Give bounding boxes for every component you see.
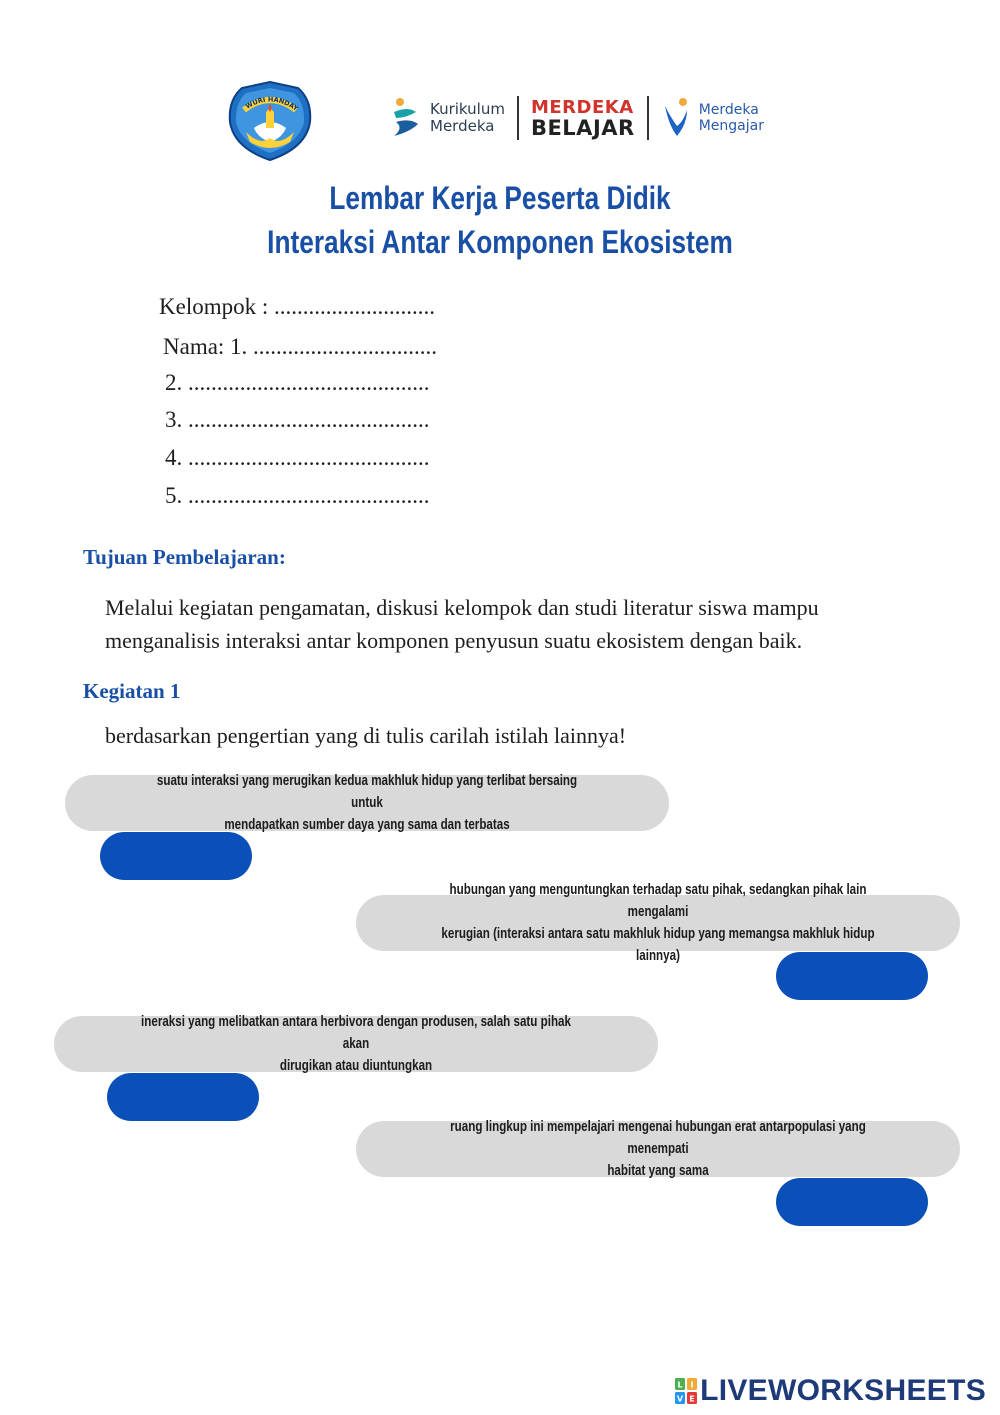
page-title: Lembar Kerja Peserta Didik	[329, 180, 671, 216]
partner-logos	[390, 92, 764, 144]
answer-input-2[interactable]	[776, 952, 928, 1000]
question-4-line-1: ruang lingkup ini mempelajari mengenai hubungan erat antarpopulasi yang menempati	[450, 1118, 866, 1157]
logo-divider	[647, 96, 649, 140]
badge-letter-e: E	[689, 1394, 695, 1404]
question-bubble-4	[356, 1118, 960, 1179]
merdeka-mengajar-line1: Merdeka	[698, 102, 759, 118]
question-bubble-1	[65, 772, 669, 833]
question-1-line-2: mendapatkan sumber daya yang sama dan terbatas	[224, 816, 510, 833]
kegiatan-heading: Kegiatan 1	[83, 679, 181, 703]
badge-letter-l: L	[677, 1380, 683, 1390]
kurikulum-merdeka-logo	[390, 96, 505, 140]
merdeka-mengajar-logo	[661, 96, 764, 140]
liveworksheets-logo[interactable]	[675, 1374, 986, 1408]
liveworksheets-brand: LIVEWORKSHEETS	[700, 1374, 986, 1407]
kegiatan-instruction: berdasarkan pengertian yang di tulis carilah istilah lainnya!	[105, 723, 627, 748]
tujuan-heading: Tujuan Pembelajaran:	[83, 545, 286, 569]
tujuan-paragraph	[105, 591, 985, 657]
question-2-line-1: hubungan yang menguntungkan terhadap satu pihak, sedangkan pihak lain mengalami	[449, 881, 867, 920]
question-1-line-1: suatu interaksi yang merugikan kedua makhluk hidup yang terlibat bersaing untuk	[156, 772, 578, 811]
tujuan-line-1: Melalui kegiatan pengamatan, diskusi kelompok dan studi literatur siswa mampu	[105, 595, 819, 620]
question-2-line-2: kerugian (interaksi antara satu makhluk hidup yang memangsa makhluk hidup lainnya)	[441, 925, 875, 964]
nama-field-1: Nama: 1. ................................	[163, 334, 438, 359]
tujuan-line-2: menganalisis interaksi antar komponen penyusun suatu ekosistem dengan baik.	[105, 628, 803, 653]
merdeka-belajar-line1: MERDEKA	[530, 97, 634, 118]
badge-letter-i: I	[690, 1380, 694, 1390]
liveworksheets-badge-icon	[675, 1378, 697, 1404]
question-bubble-3	[54, 1013, 658, 1074]
merdeka-belajar-logo	[531, 98, 635, 138]
merdeka-belajar-line2: BELAJAR	[530, 116, 635, 140]
question-bubble-2	[356, 881, 960, 964]
answer-input-3[interactable]	[107, 1073, 259, 1121]
question-4-line-2: habitat yang sama	[607, 1162, 709, 1179]
answer-input-4[interactable]	[776, 1178, 928, 1226]
kelompok-field: Kelompok : ............................	[159, 294, 435, 319]
kurikulum-merdeka-icon	[390, 96, 422, 140]
logo-divider	[517, 96, 519, 140]
nama-field-3: 3. ..........................................	[165, 407, 430, 432]
tut-wuri-handayani-logo	[226, 80, 314, 162]
merdeka-mengajar-line2: Mengajar	[698, 118, 764, 134]
question-3-line-1: ineraksi yang melibatkan antara herbivora dengan produsen, salah satu pihak akan	[141, 1013, 571, 1052]
kurikulum-line1: Kurikulum	[430, 100, 505, 118]
nama-field-5: 5. ..........................................	[165, 483, 430, 508]
merdeka-mengajar-icon	[661, 96, 691, 140]
tutwuri-arc-text: WURI HANDAY	[244, 95, 300, 113]
question-3-line-2: dirugikan atau diuntungkan	[279, 1057, 433, 1074]
badge-letter-v: V	[677, 1394, 684, 1404]
nama-field-2: 2. ..........................................	[165, 370, 430, 395]
page-subtitle: Interaksi Antar Komponen Ekosistem	[267, 224, 733, 260]
nama-field-4: 4. ..........................................	[165, 445, 430, 470]
answer-input-1[interactable]	[100, 832, 252, 880]
kurikulum-line2: Merdeka	[430, 117, 495, 135]
